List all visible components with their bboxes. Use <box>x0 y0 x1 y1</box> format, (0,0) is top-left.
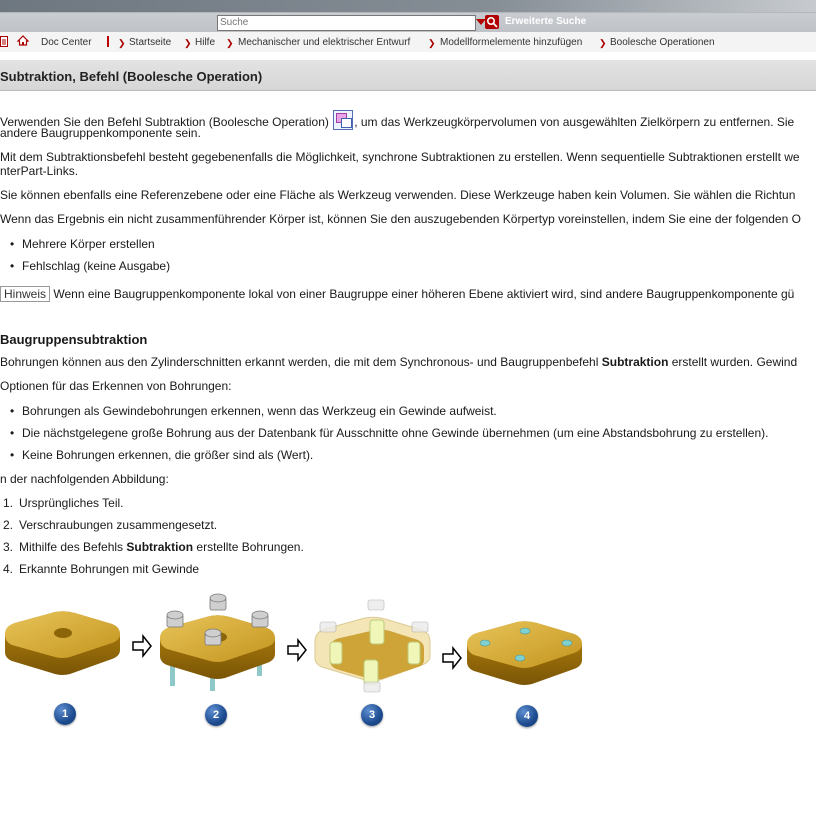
list-item: Fehlschlag (keine Ausgabe) <box>22 259 171 273</box>
bullet-icon: • <box>10 404 15 418</box>
bullet-icon: • <box>10 259 15 273</box>
breadcrumb-item-boolesche[interactable]: Boolesche Operationen <box>610 37 715 48</box>
note <box>0 286 794 302</box>
page-title: Subtraktion, Befehl (Boolesche Operation) <box>0 69 263 84</box>
list-item: Keine Bohrungen erkennen, die größer sind als (Wert). <box>22 448 314 462</box>
list-number: 1. <box>3 496 14 510</box>
paragraph <box>0 354 797 370</box>
list-item: Mithilfe des Befehls Subtraktion erstellte Bohrungen. <box>19 540 304 554</box>
paragraph-text: , um das Werkzeugkörpervolumen von ausgewählten Zielkörpern zu entfernen. Sie <box>354 115 795 129</box>
paragraph-text: Bohrungen können aus den Zylinderschnitten erkannt werden, die mit dem Synchronous- und Baugruppenbefehl <box>0 355 602 369</box>
section-heading: Baugruppensubtraktion <box>0 332 148 347</box>
list-number: 2. <box>3 518 14 532</box>
list-number: 4. <box>3 562 14 576</box>
list-item: Verschraubungen zusammengesetzt. <box>19 518 218 532</box>
breadcrumb-chevron-icon: ❯ <box>226 38 234 48</box>
part-subtraction-result <box>315 600 430 692</box>
list-number: 3. <box>3 540 14 554</box>
note-text: Wenn eine Baugruppenkomponente lokal von einer Baugruppe einer höheren Ebene aktiviert wird, sind andere Baugruppenkomponente gü <box>53 287 795 301</box>
breadcrumb-item-startseite[interactable]: Startseite <box>129 37 172 48</box>
bold-term: Subtraktion <box>601 355 669 369</box>
home-icon[interactable] <box>17 35 29 46</box>
top-toolbar <box>0 0 816 32</box>
arrow-right-icon <box>288 640 306 660</box>
list-item: Ursprüngliches Teil. <box>19 496 124 510</box>
list-item: Mehrere Körper erstellen <box>22 237 155 251</box>
bullet-icon: • <box>10 237 15 251</box>
arrow-right-icon <box>443 648 461 668</box>
breadcrumb <box>0 32 816 52</box>
list-item: Bohrungen als Gewindebohrungen erkennen, wenn das Werkzeug ein Gewinde aufweist. <box>22 404 497 418</box>
paragraph-text: erstellt wurden. Gewind <box>668 355 798 369</box>
title-bar <box>0 60 816 91</box>
bullet-icon: • <box>10 448 15 462</box>
search-button[interactable] <box>485 15 499 29</box>
breadcrumb-chevron-icon: ❯ <box>118 38 126 48</box>
illustration <box>0 590 600 740</box>
breadcrumb-doc-center[interactable]: Doc Center <box>41 37 92 48</box>
paragraph-continued: andere Baugruppenkomponente sein. <box>0 126 201 140</box>
part-original <box>5 611 120 675</box>
arrow-right-icon <box>133 636 151 656</box>
paragraph: Mit dem Subtraktionsbefehl besteht gegebenenfalls die Möglichkeit, synchrone Subtraktionen zu erstellen. Wenn sequentielle Subtraktionen erstellt we <box>0 150 800 164</box>
callout-1: 1 <box>54 703 76 725</box>
breadcrumb-item-formelemente[interactable]: Modellformelemente hinzufügen <box>440 37 583 48</box>
breadcrumb-chevron-icon: ❯ <box>599 38 607 48</box>
breadcrumb-divider <box>107 36 109 47</box>
part-with-screws <box>160 594 275 691</box>
list-item: Die nächstgelegene große Bohrung aus der Datenbank für Ausschnitte ohne Gewinde übernehmen (um eine Abstandsbohrung zu erstellen). <box>22 426 769 440</box>
paragraph: n der nachfolgenden Abbildung: <box>0 472 169 486</box>
breadcrumb-chevron-icon: ❯ <box>428 38 436 48</box>
advanced-search-link[interactable]: Erweiterte Suche <box>505 16 587 27</box>
top-banner <box>0 0 816 12</box>
subtract-command-icon <box>333 110 353 130</box>
subtraction-steps-figure <box>0 590 600 740</box>
paragraph-text: Verwenden Sie den Befehl Subtraktion (Boolesche Operation) <box>0 115 329 129</box>
list-item: Erkannte Bohrungen mit Gewinde <box>19 562 200 576</box>
callout-2: 2 <box>205 704 227 726</box>
paragraph: Sie können ebenfalls eine Referenzebene oder eine Fläche als Werkzeug verwenden. Diese Werkzeuge haben kein Volumen. Sie wählen die Richtun <box>0 188 796 202</box>
paragraph: Optionen für das Erkennen von Bohrungen: <box>0 379 232 393</box>
paragraph-continued: nterPart-Links. <box>0 164 79 178</box>
document-icon[interactable] <box>0 36 8 47</box>
bullet-icon: • <box>10 426 15 440</box>
callout-4: 4 <box>516 705 538 727</box>
search-icon <box>486 16 498 28</box>
note-label: Hinweis <box>0 286 50 302</box>
search-input[interactable] <box>217 15 476 31</box>
paragraph: Wenn das Ergebnis ein nicht zusammenführender Körper ist, können Sie den auszugebenden Körpertyp voreinstellen, indem Sie eine der folgenden O <box>0 212 801 226</box>
part-threaded-holes <box>467 621 582 685</box>
breadcrumb-chevron-icon: ❯ <box>184 38 192 48</box>
breadcrumb-item-entwurf[interactable]: Mechanischer und elektrischer Entwurf <box>238 37 411 48</box>
callout-3: 3 <box>361 704 383 726</box>
breadcrumb-item-hilfe[interactable]: Hilfe <box>195 37 216 48</box>
